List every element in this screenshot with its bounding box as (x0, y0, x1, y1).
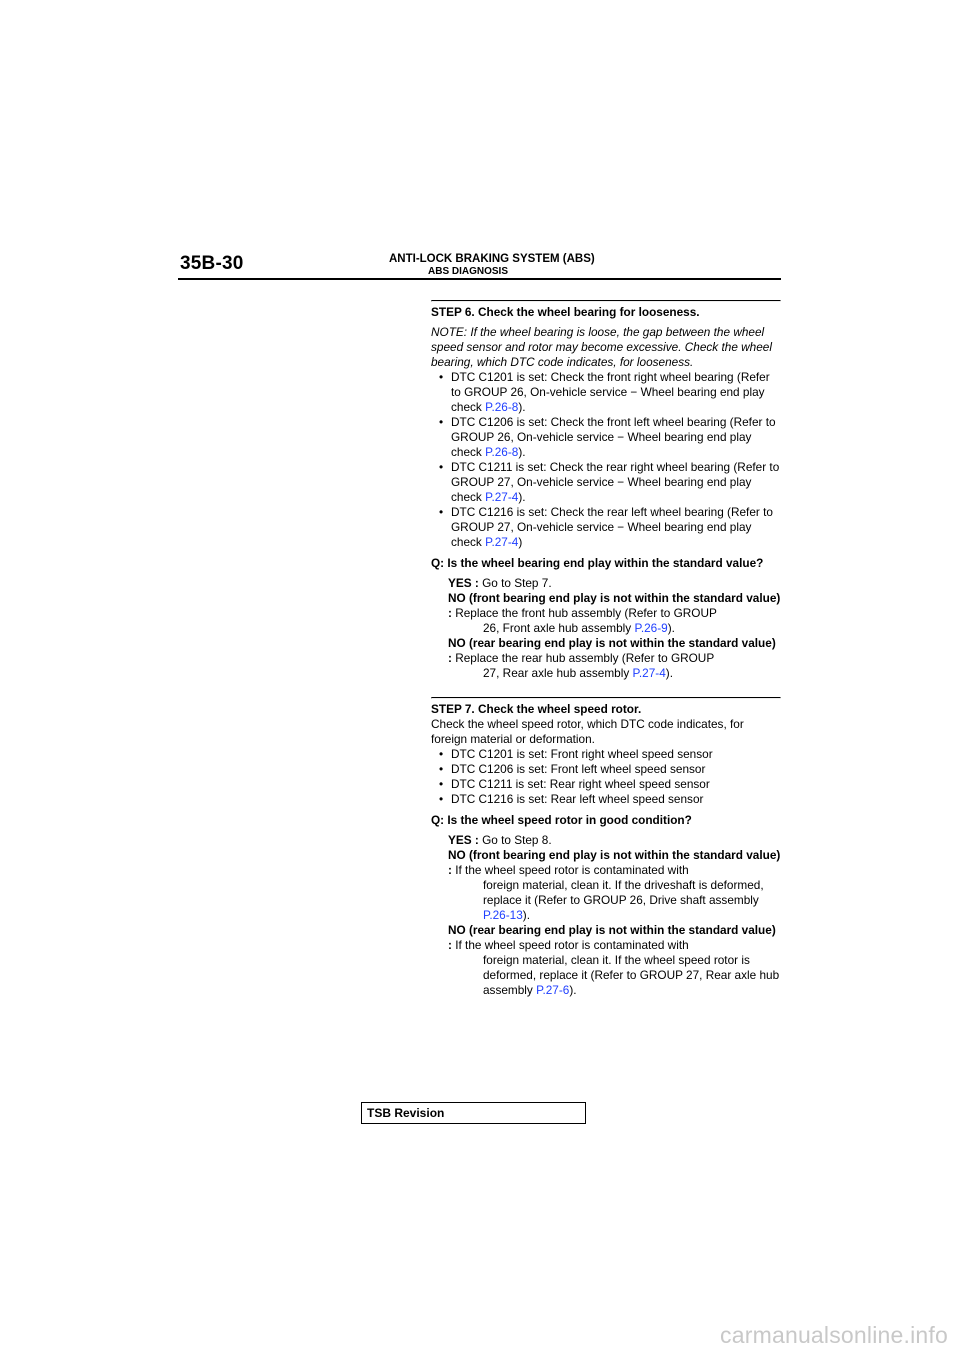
list-item (439, 415, 781, 460)
page-reference-link[interactable]: P.27-6 (536, 983, 570, 997)
answer-key: YES : (448, 833, 479, 847)
list-item (439, 792, 781, 807)
answer-key: NO (front bearing end play is not within the standard value) : (448, 591, 781, 620)
page-reference-link[interactable]: P.27-4 (485, 490, 519, 504)
answer-continuation: foreign material, clean it. If the wheel speed rotor is deformed, replace it (Refer to GROUP 27, Rear axle hub assembly (483, 953, 780, 997)
answer-text: If the wheel speed rotor is contaminated with (451, 863, 689, 877)
answer-no-rear (448, 636, 781, 681)
answer-tail: ). (569, 983, 577, 997)
answer-no-front (448, 848, 781, 923)
answer-key: YES : (448, 576, 479, 590)
page-reference-link[interactable]: P.26-8 (485, 445, 519, 459)
bullet-icon: • (439, 777, 444, 791)
bullet-tail: ) (518, 535, 523, 549)
step-6-note: NOTE: If the wheel bearing is loose, the gap between the wheel speed sensor and rotor may become excessive. Check the wheel bearing, which DTC code indicates, for looseness. (431, 325, 772, 369)
bullet-icon: • (439, 370, 444, 384)
list-item (439, 747, 781, 762)
answer-text: Replace the front hub assembly (Refer to GROUP (451, 606, 717, 620)
bullet-tail: ). (518, 400, 526, 414)
bullet-text: DTC C1206 is set: Front left wheel speed sensor (451, 762, 706, 776)
step-6 (431, 300, 781, 681)
procedure-content (431, 300, 781, 998)
step-7-question: Q: Is the wheel speed rotor in good condition? (431, 813, 692, 827)
list-item (439, 762, 781, 777)
bullet-icon: • (439, 792, 444, 806)
bullet-text: DTC C1216 is set: Check the rear left wheel bearing (Refer to GROUP 27, On-vehicle service − Wheel bearing end play check (451, 505, 773, 549)
bullet-icon: • (439, 747, 444, 761)
step-6-answers (431, 576, 781, 681)
step-divider (431, 697, 781, 699)
answer-text: Go to Step 7. (478, 576, 552, 590)
page-reference-link[interactable]: P.26-8 (485, 400, 519, 414)
page-number: 35B-30 (180, 253, 244, 274)
bullet-tail: ). (518, 445, 526, 459)
step-7 (431, 697, 781, 998)
step-7-title: STEP 7. Check the wheel speed rotor. (431, 702, 642, 716)
header-subtitle: ABS DIAGNOSIS (428, 266, 509, 277)
bullet-icon: • (439, 505, 444, 519)
step-7-bullet-list (431, 747, 781, 807)
list-item (439, 505, 781, 550)
answer-yes (448, 833, 781, 848)
bullet-text: DTC C1201 is set: Check the front right wheel bearing (Refer to GROUP 26, On-vehicle service − Wheel bearing end play check (451, 370, 770, 414)
page-reference-link[interactable]: P.27-4 (632, 666, 666, 680)
answer-text: If the wheel speed rotor is contaminated with (451, 938, 689, 952)
bullet-text: DTC C1211 is set: Check the rear right wheel bearing (Refer to GROUP 27, On-vehicle service − Wheel bearing end play check (451, 460, 780, 504)
bullet-icon: • (439, 762, 444, 776)
answer-key: NO (rear bearing end play is not within the standard value) : (448, 636, 776, 665)
answer-tail: ). (665, 666, 673, 680)
step-6-bullet-list (431, 370, 781, 550)
answer-text: Replace the rear hub assembly (Refer to GROUP (451, 651, 715, 665)
answer-key: NO (rear bearing end play is not within the standard value) : (448, 923, 776, 952)
answer-no-front (448, 591, 781, 636)
answer-yes (448, 576, 781, 591)
step-7-description: Check the wheel speed rotor, which DTC code indicates, for foreign material or deformation. (431, 717, 744, 746)
answer-tail: ). (667, 621, 675, 635)
bullet-icon: • (439, 415, 444, 429)
step-6-title: STEP 6. Check the wheel bearing for looseness. (431, 305, 700, 319)
answer-tail: ). (522, 908, 531, 922)
page-reference-link[interactable]: P.27-4 (485, 535, 519, 549)
answer-key: NO (front bearing end play is not within the standard value) : (448, 848, 781, 877)
bullet-icon: • (439, 460, 444, 474)
answer-continuation: 26, Front axle hub assembly (483, 621, 635, 635)
header-title: ANTI-LOCK BRAKING SYSTEM (ABS) (389, 253, 595, 265)
page-reference-link[interactable]: P.26-9 (634, 621, 668, 635)
step-7-answers (431, 833, 781, 998)
answer-continuation: foreign material, clean it. If the driveshaft is deformed, replace it (Refer to GROUP 26, Drive shaft assembly (483, 878, 764, 907)
bullet-tail: ). (518, 490, 526, 504)
list-item (439, 370, 781, 415)
answer-text: Go to Step 8. (478, 833, 552, 847)
step-divider (431, 300, 781, 302)
bullet-text: DTC C1201 is set: Front right wheel speed sensor (451, 747, 713, 761)
bullet-text: DTC C1211 is set: Rear right wheel speed sensor (451, 777, 710, 791)
bullet-text: DTC C1206 is set: Check the front left wheel bearing (Refer to GROUP 26, On-vehicle service − Wheel bearing end play check (451, 415, 776, 459)
watermark: carmanualsonline.info (720, 1322, 948, 1348)
bullet-text: DTC C1216 is set: Rear left wheel speed sensor (451, 792, 704, 806)
list-item (439, 777, 781, 792)
tsb-revision-box: TSB Revision (361, 1102, 586, 1124)
answer-continuation: 27, Rear axle hub assembly (483, 666, 633, 680)
page-reference-link[interactable]: P.26-13 (483, 908, 523, 922)
answer-no-rear (448, 923, 781, 998)
step-6-question: Q: Is the wheel bearing end play within the standard value? (431, 556, 764, 570)
header-rule (178, 278, 781, 280)
list-item (439, 460, 781, 505)
